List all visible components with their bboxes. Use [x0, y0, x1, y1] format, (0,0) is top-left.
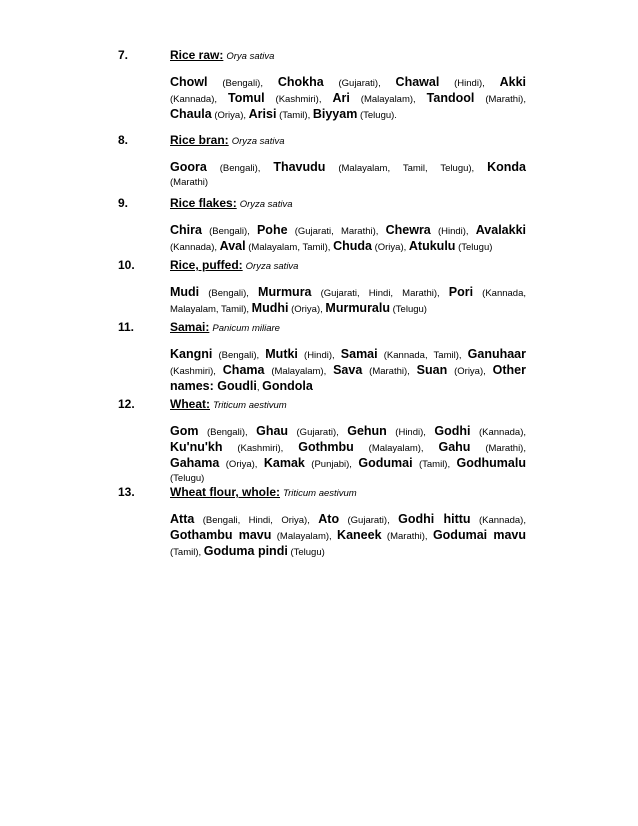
language-note: (Hindi), [386, 427, 435, 438]
local-name: Akki [499, 75, 526, 89]
local-name: Kamak [263, 456, 305, 470]
entry-number: 10. [118, 258, 135, 272]
scientific-name: Oryza sativa [231, 136, 285, 147]
local-name: Chowl [170, 75, 208, 89]
scientific-name: Triticum aestivum [283, 488, 357, 499]
entry-term: Rice flakes: [170, 196, 237, 210]
local-name: Other [492, 363, 526, 377]
entry-term: Wheat flour, whole: [170, 485, 280, 499]
local-name: Chama [222, 363, 265, 377]
local-name: Gahu [438, 440, 471, 454]
language-note: (Hindi), [439, 78, 500, 89]
entry-number: 12. [118, 397, 135, 411]
local-name: Atta [170, 512, 195, 526]
language-note: (Kannada, [473, 288, 526, 299]
language-note: Malayalam, Tamil), [170, 304, 252, 315]
names-line [170, 423, 526, 439]
scientific-name: Oryza sativa [239, 199, 293, 210]
local-name: Biyyam [312, 107, 358, 121]
local-name: Chawal [395, 75, 440, 89]
local-name: Goora [170, 160, 207, 174]
names-line [170, 222, 526, 238]
local-name: Godhumalu [456, 456, 526, 470]
local-name: Avalakki [475, 223, 527, 237]
local-name: Chokha [277, 75, 324, 89]
names-line [170, 346, 526, 362]
entry-names [170, 511, 526, 559]
names-line [170, 284, 526, 300]
language-note: (Tamil), [412, 459, 457, 470]
local-name: Murmuralu [325, 301, 390, 315]
language-note: (Gujarati, Marathi), [287, 226, 386, 237]
local-name: Thavudu [273, 160, 326, 174]
names-line [170, 362, 526, 378]
entry-heading [170, 397, 287, 411]
language-note: (Gujarati), [288, 427, 348, 438]
language-note: (Malayalam, Tamil), [245, 242, 334, 253]
language-note: (Kannada), [470, 515, 526, 526]
language-note: (Malayalam), [353, 443, 439, 454]
names-line [170, 439, 526, 455]
local-name: Murmura [258, 285, 312, 299]
names-line [170, 90, 526, 106]
language-note: (Oriya), [371, 242, 409, 253]
language-note: (Telugu) [455, 242, 493, 253]
local-name: Ganuhaar [467, 347, 526, 361]
local-name: Kangni [170, 347, 213, 361]
language-note: (Kannada), [170, 242, 220, 253]
local-name: Gondola [262, 379, 313, 393]
local-name: Aval [219, 239, 246, 253]
language-note: (Malayalam), [264, 366, 334, 377]
entry-number: 11. [118, 320, 135, 334]
local-name: Goduma pindi [203, 544, 288, 558]
language-note: (Marathi), [362, 366, 417, 377]
local-name: Ghau [256, 424, 289, 438]
language-note: (Hindi), [430, 226, 476, 237]
local-name: Gahama [170, 456, 220, 470]
local-name: Arisi [248, 107, 277, 121]
entry-term: Rice, puffed: [170, 258, 243, 272]
language-note: (Kashmiri), [170, 366, 223, 377]
language-note: (Tamil), [170, 547, 204, 558]
local-name: Mudi [170, 285, 200, 299]
language-note: (Marathi), [381, 531, 433, 542]
entry-names [170, 423, 526, 487]
local-name: Gehun [347, 424, 387, 438]
language-note: (Telugu) [170, 473, 205, 484]
language-note: (Marathi), [470, 443, 526, 454]
local-name: Godumai [358, 456, 413, 470]
local-name: Konda [487, 160, 527, 174]
entry-heading [170, 48, 274, 62]
language-note: (Tamil), [276, 110, 313, 121]
language-note: (Punjabi), [304, 459, 359, 470]
local-name: Samai [340, 347, 378, 361]
language-note: , [256, 382, 263, 393]
local-name: Godhi [434, 424, 471, 438]
language-note: (Malayalam), [349, 94, 427, 105]
names-line [170, 511, 526, 527]
language-note: (Hindi), [297, 350, 341, 361]
entry-heading [170, 133, 284, 147]
names-line [170, 543, 526, 559]
entry-number: 9. [118, 196, 129, 210]
entry-term: Rice bran: [170, 133, 229, 147]
entry-names [170, 346, 526, 394]
names-line [170, 238, 526, 254]
entry-term: Rice raw: [170, 48, 224, 62]
local-name: Tomul [227, 91, 265, 105]
language-note: (Malayalam, Tamil, Telugu), [325, 163, 488, 174]
language-note: (Oriya), [447, 366, 493, 377]
names-line [170, 455, 526, 471]
language-note: (Gujarati), [339, 515, 399, 526]
language-note: (Kannada), [170, 94, 228, 105]
local-name: Tandool [426, 91, 475, 105]
local-name: Kaneek [337, 528, 382, 542]
names-line [170, 527, 526, 543]
local-name: Ato [318, 512, 340, 526]
language-note: (Kashmiri), [264, 94, 333, 105]
scientific-name: Triticum aestivum [213, 400, 287, 411]
language-note: (Marathi) [170, 177, 209, 188]
local-name: Gom [170, 424, 199, 438]
local-name: Gothmbu [298, 440, 354, 454]
local-name: Mudhi [251, 301, 289, 315]
names-line [170, 300, 526, 316]
names-line [170, 159, 526, 175]
entry-names [170, 284, 526, 316]
entry-number: 7. [118, 48, 129, 62]
language-note: (Telugu). [357, 110, 397, 121]
language-note: (Bengali), [206, 163, 274, 174]
language-note: (Kashmiri), [222, 443, 299, 454]
local-name: Sava [333, 363, 363, 377]
language-note: (Bengali, Hindi, Oriya), [194, 515, 319, 526]
names-line [170, 106, 526, 122]
local-name: Godumai mavu [432, 528, 526, 542]
local-name: Mutki [265, 347, 298, 361]
names-line [170, 378, 526, 394]
language-note: (Bengali), [212, 350, 266, 361]
language-note: (Kannada), [470, 427, 526, 438]
scientific-name: Panicum miliare [212, 323, 280, 334]
local-name: Ku'nu'kh [170, 440, 223, 454]
local-name: Chaula [170, 107, 212, 121]
local-name: Ari [332, 91, 350, 105]
names-line [170, 175, 526, 191]
entry-heading [170, 196, 293, 210]
entry-number: 8. [118, 133, 129, 147]
language-note: (Bengali), [201, 226, 257, 237]
local-name: Chewra [385, 223, 431, 237]
language-note: (Kannada, Tamil), [377, 350, 468, 361]
local-name: Atukulu [408, 239, 456, 253]
entry-heading [170, 258, 298, 272]
language-note: (Bengali), [198, 427, 257, 438]
names-line [170, 74, 526, 90]
local-name: Suan [416, 363, 448, 377]
language-note: (Telugu) [287, 547, 325, 558]
local-name: Pohe [256, 223, 288, 237]
language-note: (Telugu) [390, 304, 427, 315]
entry-heading [170, 320, 280, 334]
language-note: (Bengali), [199, 288, 259, 299]
entry-term: Samai: [170, 320, 210, 334]
local-name: Chuda [333, 239, 372, 253]
language-note: (Malayalam), [271, 531, 338, 542]
language-note: (Oriya), [211, 110, 249, 121]
local-name: Godhi hittu [398, 512, 471, 526]
entry-names [170, 222, 526, 254]
language-note: (Bengali), [207, 78, 278, 89]
language-note: (Marathi), [474, 94, 526, 105]
entry-names [170, 74, 526, 122]
language-note: (Gujarati), [323, 78, 396, 89]
entry-names [170, 159, 526, 191]
local-name: Pori [448, 285, 474, 299]
scientific-name: Oryza sativa [245, 261, 299, 272]
local-name: Gothambu mavu [170, 528, 272, 542]
language-note: (Oriya), [219, 459, 264, 470]
scientific-name: Orya sativa [226, 51, 275, 62]
language-note: (Oriya), [288, 304, 326, 315]
entry-term: Wheat: [170, 397, 210, 411]
entry-heading [170, 485, 357, 499]
language-note: (Gujarati, Hindi, Marathi), [311, 288, 449, 299]
local-name: names: Goudli [170, 379, 257, 393]
local-name: Chira [170, 223, 202, 237]
entry-number: 13. [118, 485, 135, 499]
